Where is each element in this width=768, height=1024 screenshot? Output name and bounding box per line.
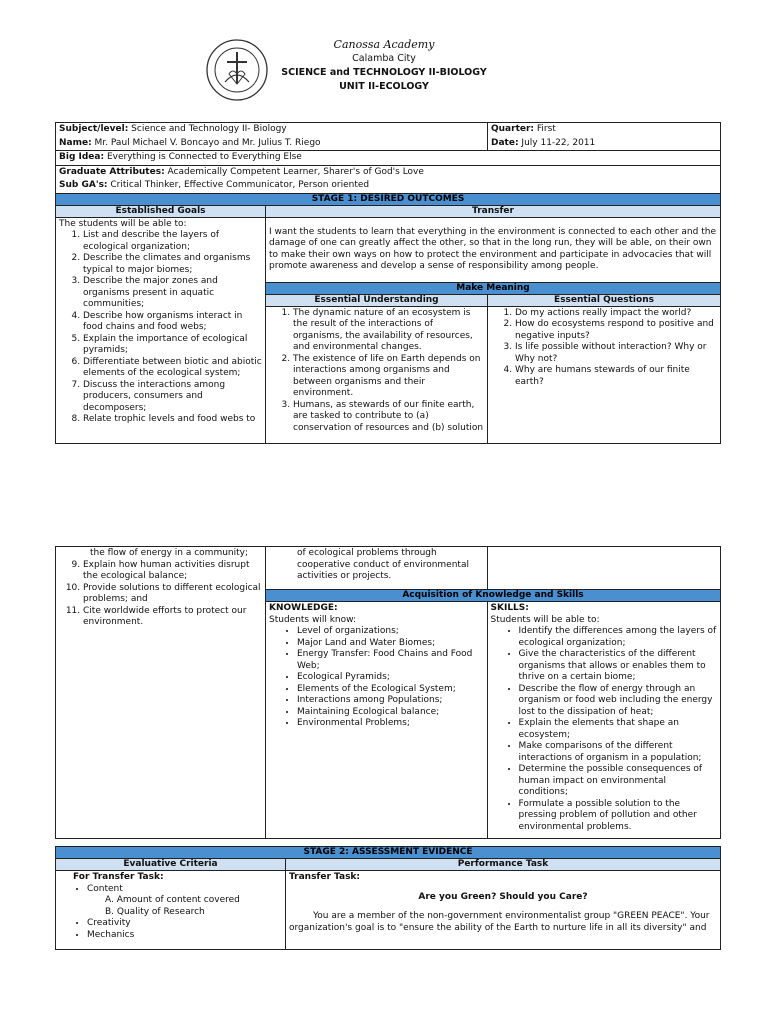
date-label: Date: bbox=[491, 137, 519, 148]
questions-continued-cell bbox=[488, 547, 721, 590]
criteria-list bbox=[59, 918, 282, 941]
goal-continued-text: the flow of energy in a community; bbox=[90, 548, 249, 558]
big-idea-cell bbox=[56, 151, 721, 166]
subject-label: Subject/level: bbox=[59, 124, 129, 134]
stage1-title: STAGE 1: DESIRED OUTCOMES bbox=[56, 193, 721, 205]
essential-questions-cell bbox=[488, 294, 721, 443]
lesson-plan-table-page1 bbox=[55, 122, 721, 444]
graduate-attributes-cell bbox=[56, 165, 721, 179]
criteria-item: • Content bbox=[87, 884, 282, 896]
understanding-item: 2. The existence of life on Earth depends on interactions among organisms and between organisms and their environment. bbox=[293, 354, 484, 400]
date-value: July 11-22, 2011 bbox=[518, 137, 596, 148]
task-title: Are you Green? Should you Care? bbox=[418, 891, 588, 902]
sub-ga-value: Critical Thinker, Effective Communicator, Person oriented bbox=[107, 180, 370, 190]
quarter-label: Quarter: bbox=[491, 124, 535, 134]
goals-continued-cell bbox=[56, 547, 266, 839]
big-idea-label: Big Idea: bbox=[59, 152, 105, 162]
question-item: 4. Why are humans stewards of our finite earth? bbox=[515, 365, 717, 388]
unit-title: UNIT II-ECOLOGY bbox=[339, 81, 429, 92]
for-transfer-label: For Transfer Task: bbox=[73, 872, 164, 882]
goal-item: 3. Describe the major zones and organisms present in aquatic communities; bbox=[83, 276, 262, 311]
transfer-header: Transfer bbox=[266, 205, 721, 217]
goal-item: 7. Discuss the interactions among producers, consumers and decomposers; bbox=[83, 380, 262, 415]
goals-intro: The students will be able to: bbox=[59, 218, 187, 229]
knowledge-item: • Elements of the Ecological System; bbox=[297, 684, 484, 696]
understanding-continued-text: of ecological problems through cooperative conduct of environmental activities or projects. bbox=[297, 548, 469, 581]
criteria-item: • Mechanics bbox=[87, 930, 282, 942]
knowledge-cell bbox=[266, 602, 488, 838]
goal-item: 6. Differentiate between biotic and abiotic elements of the ecological system; bbox=[83, 357, 262, 380]
transfer-task-label: Transfer Task: bbox=[289, 872, 361, 882]
goal-item: 5. Explain the importance of ecological pyramids; bbox=[83, 334, 262, 357]
graduate-attributes-value: Academically Competent Learner, Sharer's of God's Love bbox=[164, 166, 424, 177]
knowledge-item: • Maintaining Ecological balance; bbox=[297, 707, 484, 719]
knowledge-item: • Environmental Problems; bbox=[297, 718, 484, 730]
evaluative-criteria-cell bbox=[56, 871, 286, 950]
knowledge-intro: Students will know: bbox=[269, 614, 357, 625]
essential-understanding-header: Essential Understanding bbox=[266, 295, 487, 307]
understanding-item: 3. Humans, as stewards of our finite earth, are tasked to contribute to (a) conservation of resources and (b) solution bbox=[293, 400, 484, 435]
question-item: 1. Do my actions really impact the world? bbox=[515, 308, 717, 320]
goal-item: 11. Cite worldwide efforts to protect our environment. bbox=[83, 606, 262, 629]
understanding-continued-cell bbox=[266, 547, 488, 590]
established-goals-cell bbox=[56, 217, 266, 443]
skills-label: SKILLS: bbox=[490, 603, 529, 613]
skills-list bbox=[491, 626, 717, 833]
understanding-item: 1. The dynamic nature of an ecosystem is the result of the interactions of organisms, the availability of resources, and environmental changes. bbox=[293, 308, 484, 354]
quarter-value: First bbox=[534, 124, 556, 134]
criteria-item: • Creativity bbox=[87, 918, 282, 930]
goal-item: 4. Describe how organisms interact in food chains and food webs; bbox=[83, 311, 262, 334]
knowledge-item: • Energy Transfer: Food Chains and Food Web; bbox=[297, 649, 484, 672]
goal-item: 1. List and describe the layers of ecological organization; bbox=[83, 230, 262, 253]
criteria-subitem: B. Quality of Research bbox=[105, 906, 205, 917]
knowledge-label: KNOWLEDGE: bbox=[269, 603, 338, 613]
sub-ga-cell bbox=[56, 179, 721, 193]
big-idea-value: Everything is Connected to Everything Else bbox=[104, 152, 302, 162]
skills-cell bbox=[488, 602, 720, 838]
knowledge-item: • Level of organizations; bbox=[297, 626, 484, 638]
question-item: 3. Is life possible without interaction? Why or Why not? bbox=[515, 342, 717, 365]
name-label: Name: bbox=[59, 137, 92, 148]
skill-item: • Make comparisons of the different interactions of organism in a population; bbox=[519, 741, 717, 764]
skill-item: • Identify the differences among the layers of ecological organization; bbox=[519, 626, 717, 649]
acquisition-block bbox=[266, 590, 721, 839]
course-title: SCIENCE and TECHNOLOGY II-BIOLOGY bbox=[281, 67, 487, 78]
essential-understanding-cell bbox=[266, 294, 488, 443]
criteria-subitem: A. Amount of content covered bbox=[105, 895, 240, 905]
goal-item: 10. Provide solutions to different ecological problems; and bbox=[83, 583, 262, 606]
question-item: 2. How do ecosystems respond to positive and negative inputs? bbox=[515, 319, 717, 342]
assessment-evidence-table bbox=[55, 846, 721, 950]
lesson-plan-table-page2 bbox=[55, 546, 721, 839]
name-value: Mr. Paul Michael V. Boncayo and Mr. Julius T. Riego bbox=[91, 137, 321, 148]
performance-task-header: Performance Task bbox=[286, 859, 721, 871]
goals-list bbox=[59, 230, 262, 426]
graduate-attributes-label: Graduate Attributes: bbox=[59, 166, 165, 177]
essential-questions-header: Essential Questions bbox=[488, 295, 720, 307]
skill-item: • Explain the elements that shape an ecosystem; bbox=[519, 718, 717, 741]
transfer-cell bbox=[266, 217, 721, 282]
goal-item: 2. Describe the climates and organisms typical to major biomes; bbox=[83, 253, 262, 276]
subject-value: Science and Technology II- Biology bbox=[128, 124, 287, 134]
questions-list bbox=[491, 308, 717, 389]
knowledge-item: • Interactions among Populations; bbox=[297, 695, 484, 707]
make-meaning-header: Make Meaning bbox=[266, 282, 721, 294]
understandings-list bbox=[269, 308, 484, 435]
knowledge-item: • Ecological Pyramids; bbox=[297, 672, 484, 684]
skill-item: • Give the characteristics of the different organisms that allows or enables them to thrive on a certain biome; bbox=[519, 649, 717, 684]
criteria-list bbox=[59, 884, 282, 896]
name-cell bbox=[56, 137, 488, 151]
school-city: Calamba City bbox=[352, 53, 416, 64]
goal-item: 8. Relate trophic levels and food webs to bbox=[83, 414, 262, 426]
established-goals-header: Established Goals bbox=[56, 205, 266, 217]
knowledge-item: • Major Land and Water Biomes; bbox=[297, 638, 484, 650]
evaluative-criteria-header: Evaluative Criteria bbox=[56, 859, 286, 871]
acquisition-header: Acquisition of Knowledge and Skills bbox=[266, 590, 720, 602]
skills-intro: Students will be able to: bbox=[490, 614, 600, 625]
skill-item: • Describe the flow of energy through an organism or food web including the energy lost to the dissipation of heat; bbox=[519, 684, 717, 719]
quarter-cell bbox=[488, 123, 721, 137]
task-text: You are a member of the non-government environmentalist group "GREEN PEACE". Your organization's goal is to "ensure the ability of the Earth to nurture life in all its diversity" and bbox=[289, 911, 710, 933]
skill-item: • Determine the possible consequences of human impact on environmental conditions; bbox=[519, 764, 717, 799]
performance-task-cell bbox=[286, 871, 721, 950]
transfer-text: I want the students to learn that everything in the environment is connected to each other and the damage of one can greatly affect the other, so that in the long run, they will be able, on their own to make their own ways on how to protect the environment and participate in advocacies that will promote awareness and develop a sense of responsibility among people. bbox=[269, 226, 716, 271]
document-header bbox=[0, 38, 768, 94]
skill-item: • Formulate a possible solution to the pressing problem of pollution and other environmental problems. bbox=[519, 799, 717, 834]
knowledge-list bbox=[269, 626, 484, 730]
goal-item: 9. Explain how human activities disrupt the ecological balance; bbox=[83, 560, 262, 583]
stage2-title: STAGE 2: ASSESSMENT EVIDENCE bbox=[56, 847, 721, 859]
subject-cell bbox=[56, 123, 488, 137]
date-cell bbox=[488, 137, 721, 151]
goals-list-continued bbox=[59, 560, 262, 629]
sub-ga-label: Sub GA's: bbox=[59, 180, 108, 190]
school-name: Canossa Academy bbox=[333, 38, 435, 51]
